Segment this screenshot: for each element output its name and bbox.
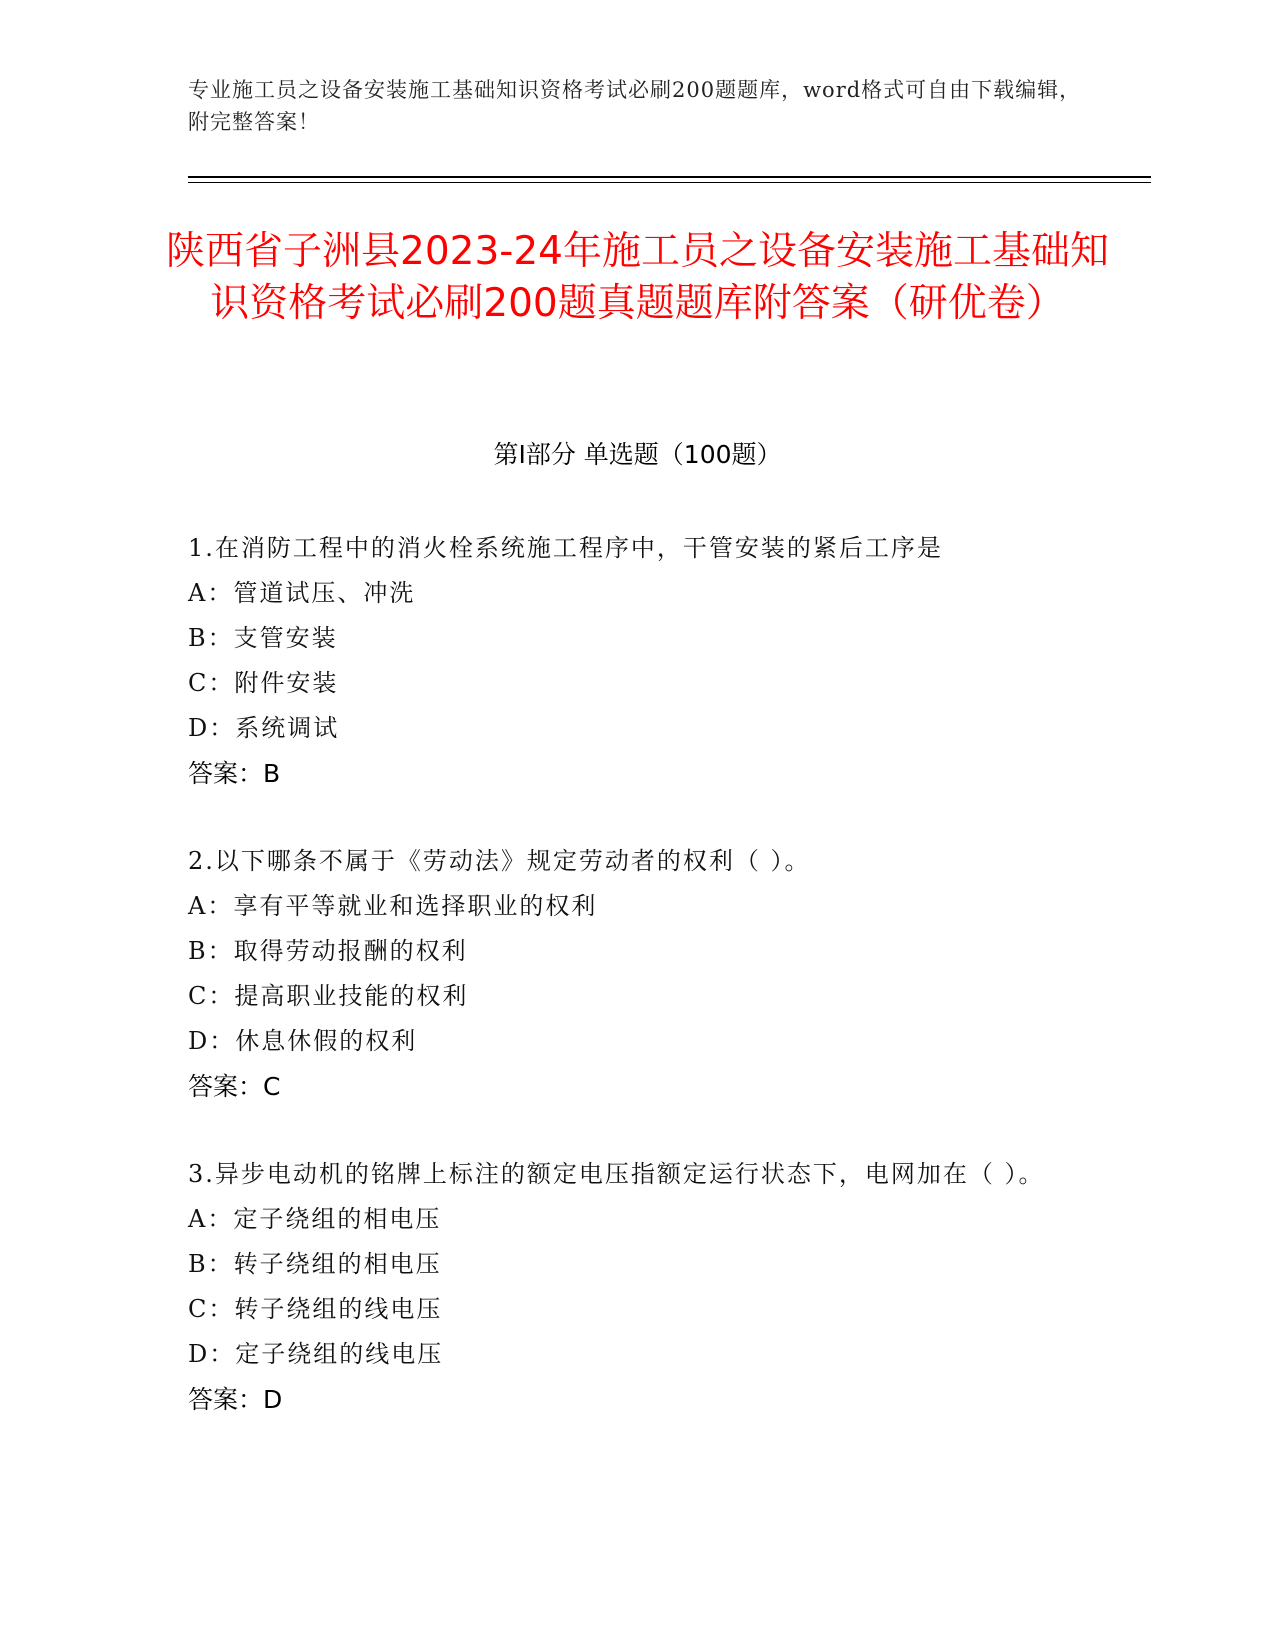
option-d: D：休息休假的权利 — [188, 1027, 418, 1055]
option-a: A：享有平等就业和选择职业的权利 — [188, 892, 598, 920]
answer: 答案：B — [188, 759, 281, 788]
question-stem: 3.异步电动机的铭牌上标注的额定电压指额定运行状态下，电网加在（ ）。 — [188, 1160, 1045, 1188]
option-d: D：定子绕组的线电压 — [188, 1340, 444, 1368]
answer: 答案：C — [188, 1072, 281, 1101]
question-list — [188, 526, 1088, 1465]
option-c: C：转子绕组的线电压 — [188, 1295, 443, 1323]
option-c: C：提高职业技能的权利 — [188, 982, 469, 1010]
option-b: B：取得劳动报酬的权利 — [188, 937, 468, 965]
question-1 — [188, 526, 1088, 796]
section-title: 第Ⅰ部分 单选题（100题） — [493, 440, 782, 469]
question-stem: 2.以下哪条不属于《劳动法》规定劳动者的权利（ ）。 — [188, 847, 811, 875]
header-note: 专业施工员之设备安装施工基础知识资格考试必刷200题题库，word格式可自由下载编辑，附完整答案！ — [188, 78, 1082, 134]
question-2 — [188, 839, 1088, 1109]
question-3 — [188, 1152, 1088, 1422]
header-divider-thin — [188, 182, 1151, 183]
option-b: B：支管安装 — [188, 624, 338, 652]
header-divider-thick — [188, 176, 1151, 178]
document-title: 陕西省子洲县2023-24年施工员之设备安装施工基础知识资格考试必刷200题真题题库附答案（研优卷） — [166, 229, 1109, 326]
option-c: C：附件安装 — [188, 669, 339, 697]
option-a: A：定子绕组的相电压 — [188, 1205, 442, 1233]
option-d: D：系统调试 — [188, 714, 340, 742]
question-stem: 1.在消防工程中的消火栓系统施工程序中，干管安装的紧后工序是 — [188, 534, 943, 562]
option-a: A：管道试压、冲洗 — [188, 579, 416, 607]
answer: 答案：D — [188, 1385, 283, 1414]
option-b: B：转子绕组的相电压 — [188, 1250, 442, 1278]
